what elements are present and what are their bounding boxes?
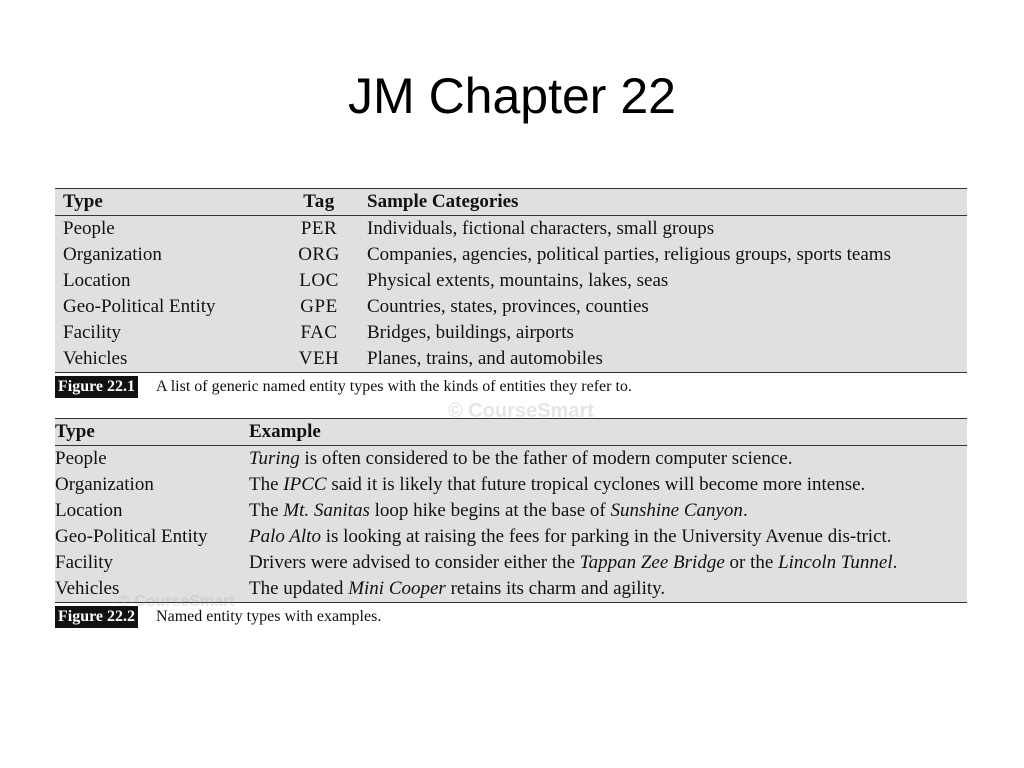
entity-mention: Mt. Sanitas <box>283 500 370 521</box>
entity-examples-table <box>55 418 967 603</box>
row-categories: Bridges, buildings, airports <box>367 322 574 343</box>
row-type: Location <box>55 500 123 521</box>
table-row <box>55 294 967 320</box>
table-row <box>55 550 967 576</box>
table-row <box>55 242 967 268</box>
entity-mention: Palo Alto <box>249 526 321 547</box>
example-text: . <box>742 500 748 521</box>
row-type: Vehicles <box>63 348 128 369</box>
table-row <box>55 216 967 242</box>
row-example <box>249 472 967 498</box>
table-row <box>55 498 967 524</box>
row-tag: FAC <box>300 322 338 343</box>
header-type: Type <box>55 421 95 442</box>
table-row <box>55 320 967 346</box>
row-categories: Countries, states, provinces, counties <box>367 296 649 317</box>
figure-22-1 <box>55 188 967 398</box>
header-tag: Tag <box>303 191 335 212</box>
table-row <box>55 576 967 602</box>
row-type: Geo-Political Entity <box>55 526 208 547</box>
header-sample-categories: Sample Categories <box>367 191 519 212</box>
row-type: Vehicles <box>55 578 120 599</box>
example-text: The <box>249 474 284 495</box>
row-type: Geo-Political Entity <box>63 296 216 317</box>
table-header <box>55 419 967 446</box>
row-tag: PER <box>300 218 338 239</box>
watermark: © CourseSmart <box>118 593 235 610</box>
row-example <box>249 498 967 524</box>
row-categories: Physical extents, mountains, lakes, seas <box>367 270 669 291</box>
header-example: Example <box>249 421 321 442</box>
row-categories: Individuals, fictional characters, small groups <box>367 218 715 239</box>
row-example <box>249 524 967 550</box>
figure-number: Figure 22.1 <box>55 376 138 398</box>
example-text: The <box>249 500 284 521</box>
entity-mention: Lincoln Tunnel <box>778 552 893 573</box>
slide-title: JM Chapter 22 <box>348 68 676 124</box>
row-example <box>249 550 967 576</box>
caption-text: Named entity types with examples. <box>156 608 382 625</box>
caption-text: A list of generic named entity types with the kinds of entities they refer to. <box>156 378 632 395</box>
row-tag: GPE <box>300 296 338 317</box>
row-tag: VEH <box>298 348 340 369</box>
row-example <box>249 446 967 472</box>
example-text: or the <box>724 552 779 573</box>
figure-caption <box>55 606 967 628</box>
entity-mention: Turing <box>249 448 300 469</box>
row-type: Organization <box>63 244 162 265</box>
entity-mention: IPCC <box>283 474 327 495</box>
row-type: Facility <box>63 322 122 343</box>
row-categories: Planes, trains, and automobiles <box>367 348 603 369</box>
row-tag: LOC <box>299 270 339 291</box>
entity-mention: Sunshine Canyon <box>610 500 743 521</box>
example-text: said it is likely that future tropical cyclones will become more intense. <box>326 474 866 495</box>
row-type: Organization <box>55 474 154 495</box>
entity-types-table <box>55 188 967 373</box>
example-text: is often considered to be the father of modern computer science. <box>299 448 793 469</box>
entity-mention: Tappan Zee Bridge <box>579 552 725 573</box>
row-type: Location <box>63 270 131 291</box>
row-type: Facility <box>55 552 114 573</box>
example-text: Drivers were advised to consider either the <box>249 552 580 573</box>
table-row <box>55 268 967 294</box>
header-type: Type <box>63 191 103 212</box>
figure-number: Figure 22.2 <box>55 606 138 628</box>
table-row <box>55 346 967 372</box>
entity-mention: Mini Cooper <box>348 578 446 599</box>
table-row <box>55 446 967 472</box>
row-tag: ORG <box>298 244 340 265</box>
figure-caption <box>55 376 967 398</box>
table-row <box>55 524 967 550</box>
row-type: People <box>55 448 107 469</box>
watermark: © CourseSmart <box>448 400 594 422</box>
figure-22-2 <box>55 418 967 628</box>
table-row <box>55 472 967 498</box>
example-text: . <box>892 552 898 573</box>
example-text: retains its charm and agility. <box>445 578 666 599</box>
row-type: People <box>63 218 115 239</box>
row-categories: Companies, agencies, political parties, religious groups, sports teams <box>367 244 891 265</box>
row-example <box>249 576 967 602</box>
table-header <box>55 189 967 216</box>
example-text: The updated <box>249 578 349 599</box>
example-text: is looking at raising the fees for parking in the University Avenue dis-trict. <box>320 526 892 547</box>
example-text: loop hike begins at the base of <box>369 500 611 521</box>
